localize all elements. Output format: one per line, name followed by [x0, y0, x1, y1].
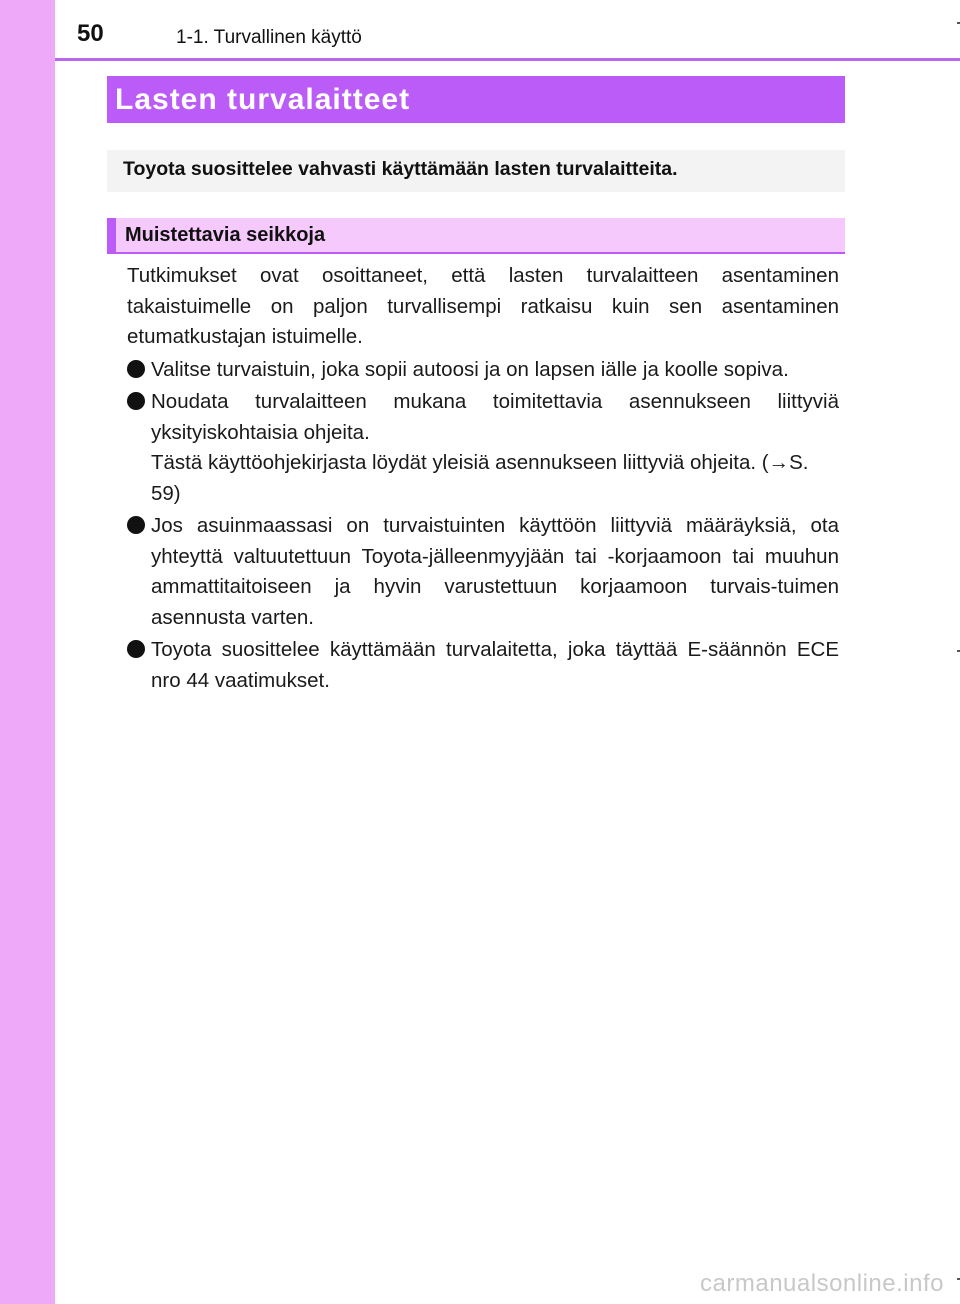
bullet-icon: [127, 392, 145, 410]
summary-box: [107, 150, 845, 192]
list-item: [127, 387, 839, 509]
list-item: [127, 635, 839, 696]
section-title-bar: [107, 76, 845, 123]
header-rule: [55, 58, 960, 61]
intro-paragraph: Tutkimukset ovat osoittaneet, että lasten turvalaitteen asentaminen takaistuimelle on paljon turvallisempi ratkaisu kuin sen asentaminen etumatkustajan istuimelle.: [127, 264, 839, 348]
bullet-icon: [127, 516, 145, 534]
summary-text: Toyota suosittelee vahvasti käyttämään lasten turvalaitteita.: [123, 158, 678, 180]
subheading-text: Muistettavia seikkoja: [125, 224, 326, 246]
list-item-text: Jos asuinmaassasi on turvaistuinten käyttöön liittyviä määräyksiä, ota yhteyttä valtuutettuun Toyota-jälleenmyyjään tai -korjaamoon tai muuhun ammattitaitoiseen ja hyvin varustettuun korjaamoon turvais-tuimen asennusta varten.: [151, 514, 839, 629]
section-title: Lasten turvalaitteet: [115, 83, 411, 116]
bullet-icon: [127, 360, 145, 378]
running-header: 1-1. Turvallinen käyttö: [176, 27, 362, 48]
watermark-text: carmanualsonline.info: [700, 1270, 944, 1297]
body-text: [127, 261, 839, 696]
list-item-text: Noudata turvalaitteen mukana toimitettavia asennukseen liittyviä yksityiskohtaisia ohjeita.: [151, 390, 839, 444]
cross-reference[interactable]: Tästä käyttöohjekirjasta löydät yleisiä asennukseen liittyviä ohjeita. (→S. 59): [151, 451, 809, 505]
list-item: [127, 511, 839, 633]
list-item-text: Valitse turvaistuin, joka sopii autoosi ja on lapsen iälle ja koolle sopiva.: [151, 357, 789, 381]
list-item: [127, 355, 839, 386]
page-number: 50: [77, 20, 104, 47]
list-item-text: Toyota suosittelee käyttämään turvalaitetta, joka täyttää E-säännön ECE nro 44 vaatimukset.: [151, 638, 839, 692]
subheading-bar: [107, 218, 845, 254]
bullet-icon: [127, 640, 145, 658]
side-color-strip: [0, 0, 55, 1304]
